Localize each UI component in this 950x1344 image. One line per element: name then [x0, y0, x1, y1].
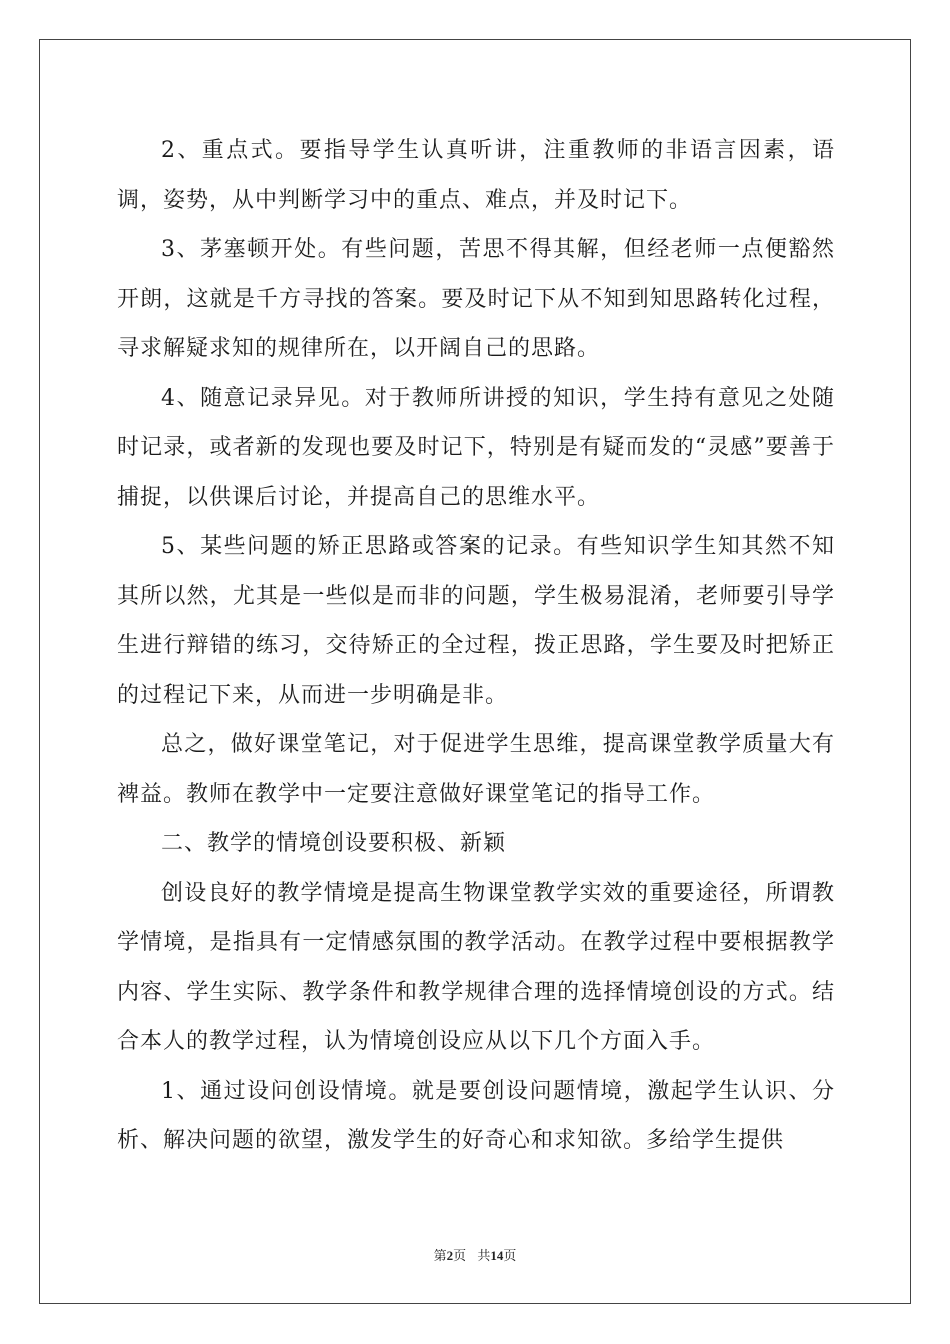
section-heading: 二、教学的情境创设要积极、新颖: [161, 831, 507, 856]
paragraph: 3、茅塞顿开处。有些问题，苦思不得其解，但经老师一点便豁然开朗，这就是千方寻找的答案。要及时记下从不知到知思路转化过程，寻求解疑求知的规律所在，以开阔自己的思路。: [117, 237, 835, 361]
paragraph: 创设良好的教学情境是提高生物课堂教学实效的重要途径，所谓教学情境，是指具有一定情感氛围的教学活动。在教学过程中要根据教学内容、学生实际、教学条件和教学规律合理的选择情境创设的方式。结合本人的教学过程，认为情境创设应从以下几个方面入手。: [117, 880, 835, 1054]
paragraph: 5、某些问题的矫正思路或答案的记录。有些知识学生知其然不知其所以然，尤其是一些似是而非的问题，学生极易混淆，老师要引导学生进行辩错的练习，交待矫正的全过程，拨正思路，学生要及时把矫正的过程记下来，从而进一步明确是非。: [117, 534, 835, 708]
total-pages-indicator: 共14页: [477, 1248, 517, 1263]
paragraph: 2、重点式。要指导学生认真听讲，注重教师的非语言因素，语调，姿势，从中判断学习中的重点、难点，并及时记下。: [117, 138, 835, 213]
paragraph: 总之，做好课堂笔记，对于促进学生思维，提高课堂教学质量大有裨益。教师在教学中一定要注意做好课堂笔记的指导工作。: [117, 732, 835, 807]
page-footer: [0, 1245, 950, 1264]
paragraph: 4、随意记录异见。对于教师所讲授的知识，学生持有意见之处随时记录，或者新的发现也要及时记下，特别是有疑而发的“灵感”要善于捕捉，以供课后讨论，并提高自己的思维水平。: [117, 385, 835, 510]
page-indicator: 第2页: [433, 1248, 467, 1263]
document-body: [117, 126, 835, 1166]
paragraph: 1、通过设问创设情境。就是要创设问题情境，激起学生认识、分析、解决问题的欲望，激发学生的好奇心和求知欲。多给学生提供: [117, 1078, 835, 1153]
